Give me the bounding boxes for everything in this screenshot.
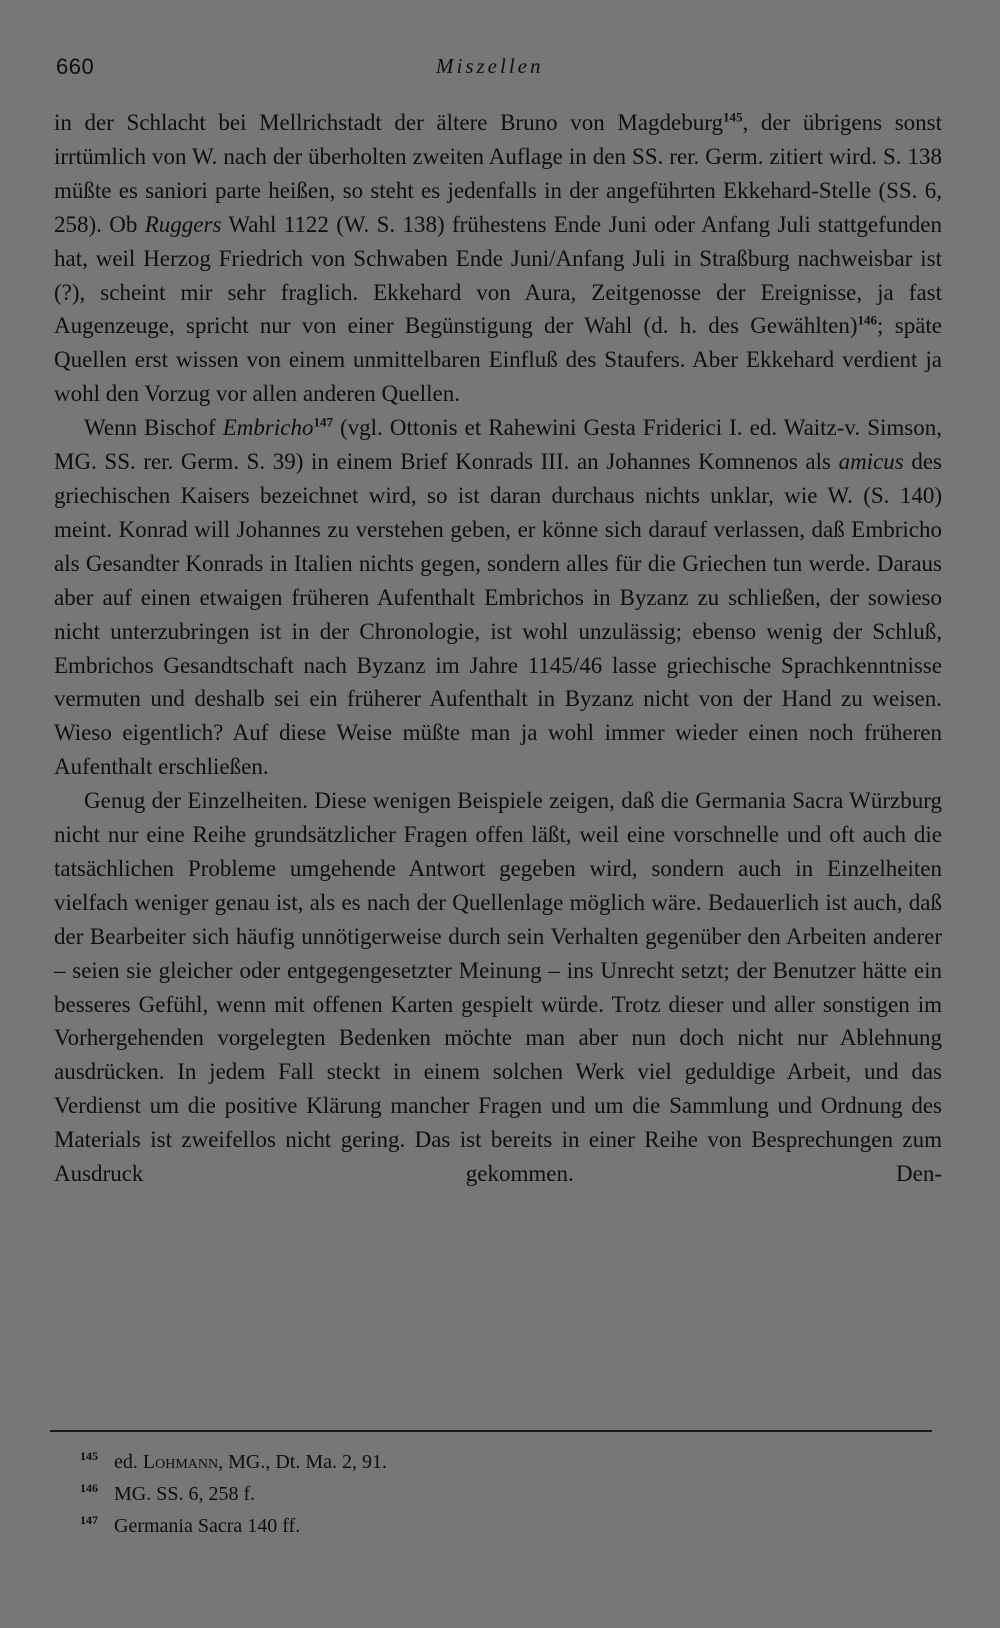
text-run: , der übrigens sonst irrtümlich von W. nach der überholten zweiten Auflage in den SS. rer. Germ. zitiert wird. S. 138 müßte es saniori parte heißen, so steht es jedenfalls in der angeführten Ekkehard-Stelle (SS. 6, 258). Ob (54, 110, 942, 237)
footnote-text: MG. SS. 6, 258 f. (114, 1483, 256, 1505)
footnote-146: 146 MG. SS. 6, 258 f. (80, 1481, 256, 1505)
running-head: Miszellen (436, 54, 544, 78)
emphasis-ruggers: Ruggers (144, 211, 222, 237)
footnote-ref-145: 145 (722, 109, 743, 125)
emphasis-amicus: amicus (838, 449, 904, 475)
body-text (54, 106, 942, 1191)
text-run: ; späte Quellen erst wissen von einem unmittelbaren Einfluß des Staufers. Aber Ekkehard verdient ja wohl den Vorzug vor allen anderen Quellen. (54, 313, 942, 407)
footnote-author: Lohmann (142, 1451, 219, 1473)
emphasis-embricho: Embricho (222, 415, 314, 441)
footnote-text: Germania Sacra 140 ff. (114, 1515, 301, 1537)
footnote-text: , MG., Dt. Ma. 2, 91. (218, 1451, 387, 1473)
text-run: (vgl. Ottonis et Rahewini Gesta Friderici I. ed. Waitz-v. Simson, MG. SS. rer. Germ. S. 39) in einem Brief Konrads III. an Johannes Komnenos als (54, 415, 943, 475)
paragraph-2 (54, 411, 942, 784)
footnote-rule (50, 1430, 932, 1432)
footnotes (80, 1446, 880, 1542)
text-run: Wahl 1122 (W. S. 138) frühestens Ende Juni oder Anfang Juli stattgefunden hat, weil Herzog Friedrich von Schwaben Ende Juni/Anfang Juli in Straßburg nachweisbar ist (?), scheint mir sehr fraglich. Ekkehard von Aura, Zeitgenosse der Ereignisse, ja fast Augenzeuge, spricht nur von einer Begünstigung der Wahl (d. h. des Gewählten) (54, 211, 942, 339)
footnote-147: 147 Germania Sacra 140 ff. (80, 1513, 301, 1537)
footnote-ref-147: 147 (313, 414, 333, 430)
text-run: des griechischen Kaisers bezeichnet wird, so ist daran durchaus nichts unklar, wie W. (S. 140) meint. Konrad will Johannes zu verstehen geben, er könne sich darauf verlassen, daß Embricho als Gesandter Konrads in Italien nichts gegen, sondern alles für die Griechen tun werde. Daraus aber auf einen etwaigen früheren Aufenthalt Embrichos in Byzanz zu schließen, der sowieso nicht unterzubringen ist in der Chronologie, ist wohl unzulässig; ebenso wenig der Schluß, Embrichos Gesandtschaft nach Byzanz im Jahre 1145/46 lasse griechische Sprachkenntnisse vermuten und deshalb sei ein früherer Aufenthalt in Byzanz nicht von der Hand zu weisen. Wieso eigentlich? Auf diese Weise müßte man ja wohl immer wieder einen noch früheren Aufenthalt erschließen. (54, 449, 942, 780)
text-run: in der Schlacht bei Mellrichstadt der ältere Bruno von Magdeburg (54, 110, 723, 135)
footnote-145: 145 ed. Lohmann, MG., Dt. Ma. 2, 91. (80, 1449, 387, 1473)
text-run: Wenn Bischof (84, 415, 223, 441)
footnote-ref-146: 146 (857, 312, 878, 328)
paragraph-3 (54, 784, 942, 1191)
footnote-text: ed. (114, 1451, 143, 1473)
paragraph-1 (54, 106, 942, 411)
page-number: 660 (56, 54, 95, 79)
page-header (56, 54, 940, 86)
text-run: Genug der Einzelheiten. Diese wenigen Beispiele zeigen, daß die Germania Sacra Würzburg nicht nur eine Reihe grundsätzlicher Fragen offen läßt, weil eine vorschnelle und oft auch die tatsächlichen Probleme umgehende Antwort gegeben wird, sondern auch in Einzelheiten vielfach weniger genau ist, als es nach der Quellenlage möglich wäre. Bedauerlich ist auch, daß der Bearbeiter sich häufig unnötigerweise durch sein Verhalten gegenüber den Arbeiten anderer – seien sie gleicher oder entgegengesetzter Meinung – ins Unrecht setzt; der Benutzer hätte ein besseres Gefühl, wenn mit offenen Karten gespielt würde. Trotz dieser und aller sonstigen im Vorhergehenden vorgelegten Bedenken möchte man aber nun doch nicht nur Ablehnung ausdrücken. In jedem Fall steckt in einem solchen Werk viel geduldige Arbeit, und das Verdienst um die positive Klärung mancher Fragen und um die Sammlung und Ordnung des Materials ist zweifellos nicht gering. Das ist bereits in einer Reihe von Besprechungen zum Ausdruck gekommen. Den- (54, 788, 942, 1187)
